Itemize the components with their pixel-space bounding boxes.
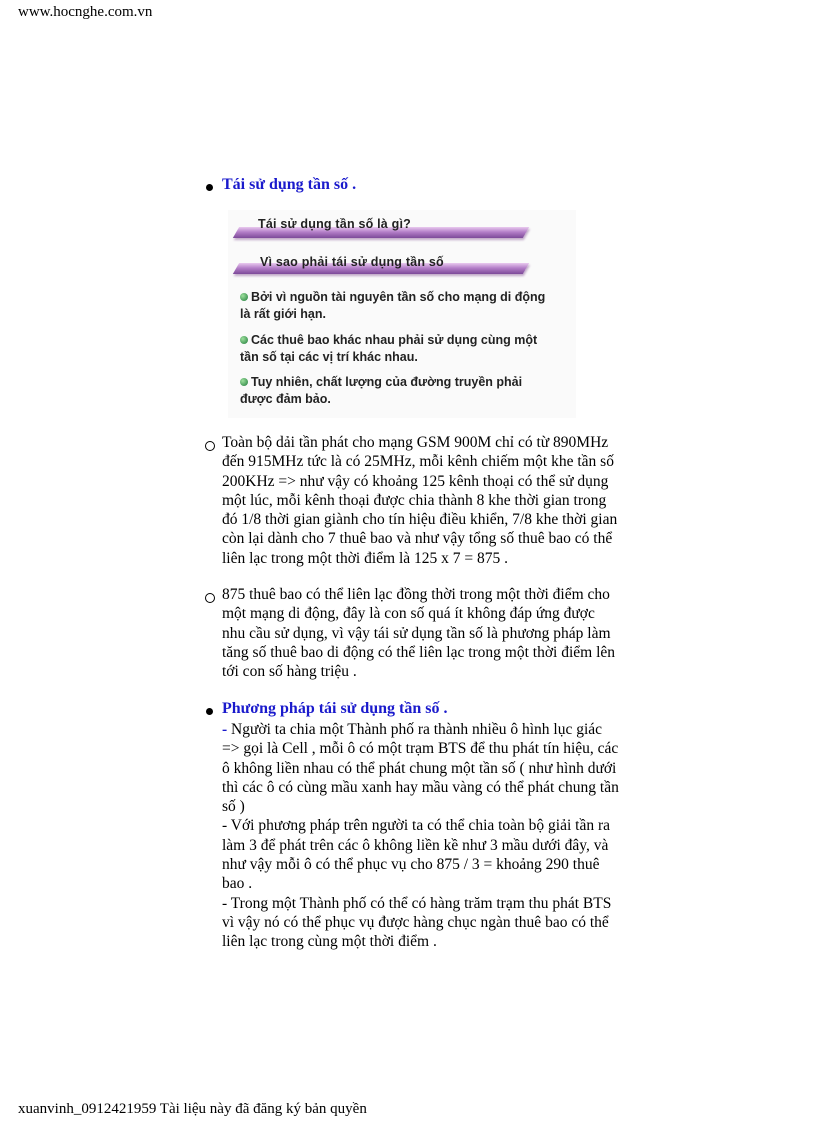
paragraph-bandwidth: Toàn bộ dải tần phát cho mạng GSM 900M chỉ có từ 890MHz đến 915MHz tức là có 25MHz, mỗi kênh chiếm một khe tần số 200KHz => như vậy có khoảng 125 kênh thoại có thể sử dụng một lúc, mỗi kênh thoại được chia thành 8 khe thời gian trong đó 1/8 thời gian giành cho tín hiệu điều khiển, 7/8 khe thời gian còn lại dành cho 7 thuê bao và như vậy tổng số thuê bao có thể liên lạc trong một thời điểm là 125 x 7 = 875 . bbox=[222, 434, 618, 567]
green-bullet-icon bbox=[240, 293, 248, 301]
header-url[interactable]: www.hocnghe.com.vn bbox=[18, 4, 153, 20]
footer-copyright: xuanvinh_0912421959 Tài liệu này đã đăng ký bản quyền bbox=[18, 1101, 367, 1117]
paragraph-subscribers: 875 thuê bao có thể liên lạc đồng thời trong một thời điểm cho một mạng di động, đây là con số quá ít không đáp ứng được nhu cầu sử dụng, vì vậy tái sử dụng tần số là phương pháp làm tăng số thuê bao di động có thể liên lạc trong một thời điểm lên tới con số hàng triệu . bbox=[222, 586, 616, 681]
circle-bullet-icon bbox=[205, 593, 215, 603]
slide-question-1: Tái sử dụng tần số là gì? bbox=[258, 217, 411, 231]
section-heading-method: Phương pháp tái sử dụng tần số . bbox=[222, 700, 448, 717]
slide-item: Tuy nhiên, chất lượng của đường truyền phải được đảm bảo. bbox=[240, 375, 523, 406]
section-heading-reuse: Tái sử dụng tần số . bbox=[222, 176, 357, 193]
bullet-icon bbox=[206, 184, 213, 191]
circle-bullet-icon bbox=[205, 441, 215, 451]
method-description: - Người ta chia một Thành phố ra thành nhiều ô hình lục giác => gọi là Cell , mỗi ô có một trạm BTS để thu phát tín hiệu, các ô không liền nhau có thể phát chung một tần số ( như hình dưới thì các ô có cùng mầu xanh hay mầu vàng có thể phát chung tần số ) - Với phương pháp trên người ta có thể chia toàn bộ giải tần ra làm 3 để phát trên các ô không liền kề như 3 mầu dưới đây, và như vậy mỗi ô có thể phục vụ cho 875 / 3 = khoảng 290 thuê bao . - Trong một Thành phố có thể có hàng trăm trạm thu phát BTS vì vậy nó có thể phục vụ được hàng chục ngàn thuê bao có thể liên lạc trong cùng một thời điểm . bbox=[222, 721, 619, 951]
green-bullet-icon bbox=[240, 378, 248, 386]
slide-question-2: Vì sao phải tái sử dụng tần số bbox=[260, 255, 444, 269]
slide-item: Các thuê bao khác nhau phải sử dụng cùng một tần số tại các vị trí khác nhau. bbox=[240, 333, 538, 364]
slide-item: Bởi vì nguồn tài nguyên tần số cho mạng di động là rất giới hạn. bbox=[240, 290, 546, 321]
dash-marker: - bbox=[222, 721, 228, 738]
green-bullet-icon bbox=[240, 336, 248, 344]
bullet-icon bbox=[206, 708, 213, 715]
slide-image bbox=[228, 210, 576, 418]
